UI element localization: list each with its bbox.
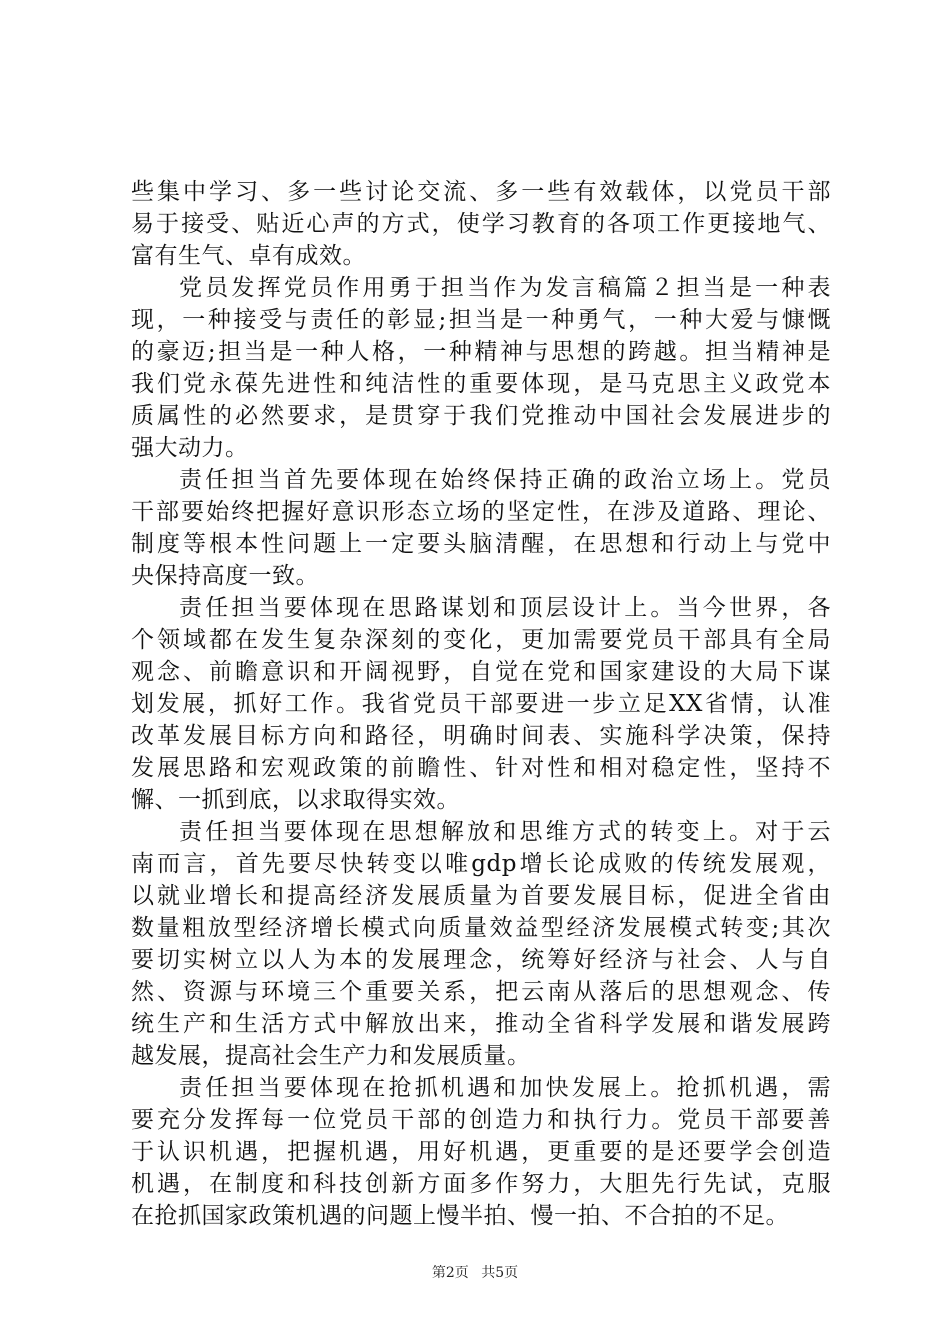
document-body: [131, 176, 831, 1232]
text-line: 责任担当要体现在抢抓机遇和加快发展上。抢抓机遇，需: [179, 1075, 831, 1101]
text-line: 越发展，提高社会生产力和发展质量。: [131, 1043, 531, 1069]
text-line: 以就业增长和提高经济发展质量为首要发展目标，促进全省由: [131, 883, 831, 909]
text-line: 我们党永葆先进性和纯洁性的重要体现，是马克思主义政党本: [131, 371, 831, 397]
text-line: 划发展，抓好工作。我省党员干部要进一步立足XX省情，认准: [131, 691, 831, 717]
text-line: 改革发展目标方向和路径，明确时间表、实施科学决策，保持: [131, 723, 831, 749]
text-line: 强大动力。: [131, 435, 249, 461]
text-line: 数量粗放型经济增长模式向质量效益型经济发展模式转变;其次: [131, 915, 831, 941]
text-line: 懈、一抓到底，以求取得实效。: [131, 787, 460, 813]
paragraph: [131, 1072, 831, 1232]
text-line: 制度等根本性问题上一定要头脑清醒，在思想和行动上与党中: [131, 531, 831, 557]
paragraph: [131, 592, 831, 816]
text-line: 的豪迈;担当是一种人格，一种精神与思想的跨越。担当精神是: [131, 339, 831, 365]
text-line: 于认识机遇，把握机遇，用好机遇，更重要的是还要学会创造: [131, 1139, 831, 1165]
paragraph: [131, 272, 831, 464]
text-line: 机遇，在制度和科技创新方面多作努力，大胆先行先试，克服: [131, 1171, 831, 1197]
paragraph: [131, 464, 831, 592]
text-line: 干部要始终把握好意识形态立场的坚定性，在涉及道路、理论、: [131, 499, 831, 525]
text-line: 央保持高度一致。: [131, 563, 319, 589]
paragraph: [131, 816, 831, 1072]
text-line: 南而言，首先要尽快转变以唯gdp增长论成败的传统发展观，: [131, 851, 831, 877]
page-footer: [0, 1262, 950, 1282]
text-line: 责任担当首先要体现在始终保持正确的政治立场上。党员: [179, 467, 831, 493]
text-line: 个领域都在发生复杂深刻的变化，更加需要党员干部具有全局: [131, 627, 831, 653]
text-line: 要充分发挥每一位党员干部的创造力和执行力。党员干部要善: [131, 1107, 831, 1133]
text-line: 在抢抓国家政策机遇的问题上慢半拍、慢一拍、不合拍的不足。: [131, 1203, 789, 1229]
text-line: 统生产和生活方式中解放出来，推动全省科学发展和谐发展跨: [131, 1011, 831, 1037]
text-line: 富有生气、卓有成效。: [131, 243, 366, 269]
text-line: 些集中学习、多一些讨论交流、多一些有效载体，以党员干部: [131, 179, 831, 205]
page-number-current: 第2页: [431, 1265, 469, 1281]
text-line: 党员发挥党员作用勇于担当作为发言稿篇２担当是一种表: [179, 275, 831, 301]
text-line: 责任担当要体现在思想解放和思维方式的转变上。对于云: [179, 819, 831, 845]
paragraph: [131, 176, 831, 272]
text-line: 观念、前瞻意识和开阔视野，自觉在党和国家建设的大局下谋: [131, 659, 831, 685]
text-line: 质属性的必然要求，是贯穿于我们党推动中国社会发展进步的: [131, 403, 831, 429]
text-line: 要切实树立以人为本的发展理念，统筹好经济与社会、人与自: [131, 947, 831, 973]
text-line: 易于接受、贴近心声的方式，使学习教育的各项工作更接地气、: [131, 211, 831, 237]
text-line: 现，一种接受与责任的彰显;担当是一种勇气，一种大爱与慷慨: [131, 307, 831, 333]
text-line: 责任担当要体现在思路谋划和顶层设计上。当今世界，各: [179, 595, 831, 621]
text-line: 发展思路和宏观政策的前瞻性、针对性和相对稳定性，坚持不: [131, 755, 831, 781]
page-number-total: 共5页: [481, 1265, 519, 1281]
text-line: 然、资源与环境三个重要关系，把云南从落后的思想观念、传: [131, 979, 831, 1005]
